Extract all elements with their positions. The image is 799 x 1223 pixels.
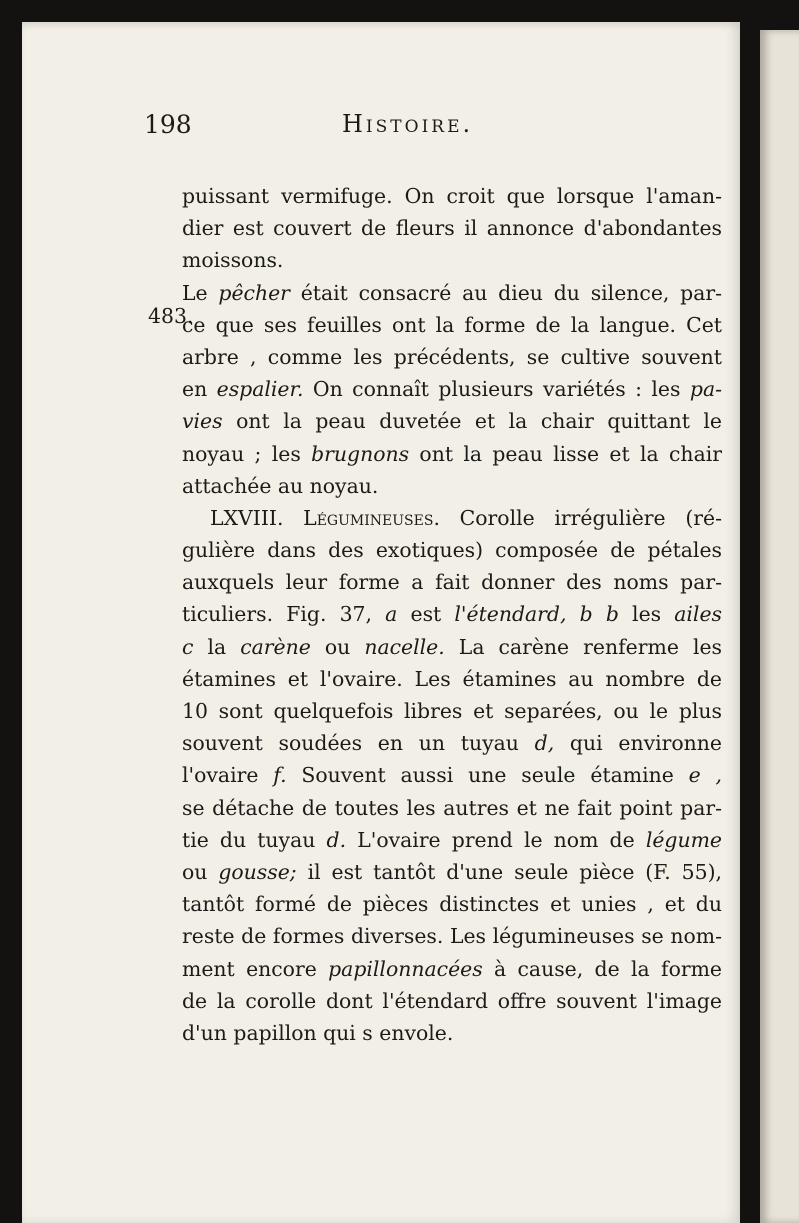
text-line: ce que ses feuilles ont la forme de la langue. Cet: [182, 312, 722, 337]
text-line: de la corolle dont l'étendard offre souvent l'image: [182, 988, 722, 1013]
text-line: ou gousse; il est tantôt d'une seule pièce (F. 55),: [182, 859, 723, 884]
section-heading-line: LXVIII. Légumineuses. Corolle irrégulière (ré-: [210, 505, 722, 530]
text-line: gulière dans des exotiques) composée de pétales: [182, 538, 722, 563]
text-line: tie du tuyau d. L'ovaire prend le nom de légume: [182, 827, 722, 852]
text-line: puissant vermifuge. On croit que lorsque l'aman-: [182, 184, 722, 208]
text-line: auxquels leur forme a fait donner des noms par-: [182, 570, 722, 595]
text-line: vies ont la peau duvetée et la chair quittant le: [182, 409, 722, 434]
text-line: reste de formes diverses. Les légumineuses se nom-: [182, 924, 722, 949]
text-line: c la carène ou nacelle. La carène renferme les: [182, 634, 722, 659]
text-line: arbre , comme les précédents, se cultive souvent: [182, 344, 722, 369]
text-line: dier est couvert de fleurs il annonce d'abondantes: [182, 216, 722, 241]
text-line: tantôt formé de pièces distinctes et unies , et du: [182, 892, 722, 917]
text-line: ment encore papillonnacées à cause, de la forme: [182, 956, 723, 981]
text-line: ticuliers. Fig. 37, a est l'étendard, b b les ailes: [182, 602, 722, 627]
paragraph-number: 483.: [148, 303, 194, 328]
text-line: noyau ; les brugnons ont la peau lisse et la chair: [182, 441, 722, 466]
text-line: se détache de toutes les autres et ne fait point par-: [182, 795, 722, 820]
text-line: l'ovaire f. Souvent aussi une seule étamine e ,: [182, 763, 723, 788]
page-number: 198: [144, 110, 192, 139]
running-title: Histoire.: [342, 110, 474, 138]
family-name: Légumineuses.: [303, 505, 440, 530]
text-line: moissons.: [182, 248, 284, 273]
text-line: d'un papillon qui s envole.: [182, 1020, 454, 1045]
text-line: en espalier. On connaît plusieurs variétés : les pa-: [182, 377, 722, 402]
book-page: [22, 22, 740, 1223]
text-line: 10 sont quelquefois libres et separées, ou le plus: [182, 699, 722, 723]
text-line: étamines et l'ovaire. Les étamines au nombre de: [182, 666, 722, 691]
adjacent-page-edge: [760, 30, 799, 1223]
paragraph-483-start: 483. Le pêcher était consacré au dieu du silence, par-: [182, 277, 722, 309]
text-line: souvent soudées en un tuyau d, qui environne: [182, 731, 722, 756]
text-line: attachée au noyau.: [182, 473, 379, 498]
body-text: [148, 180, 723, 1049]
page-header: [22, 110, 740, 150]
